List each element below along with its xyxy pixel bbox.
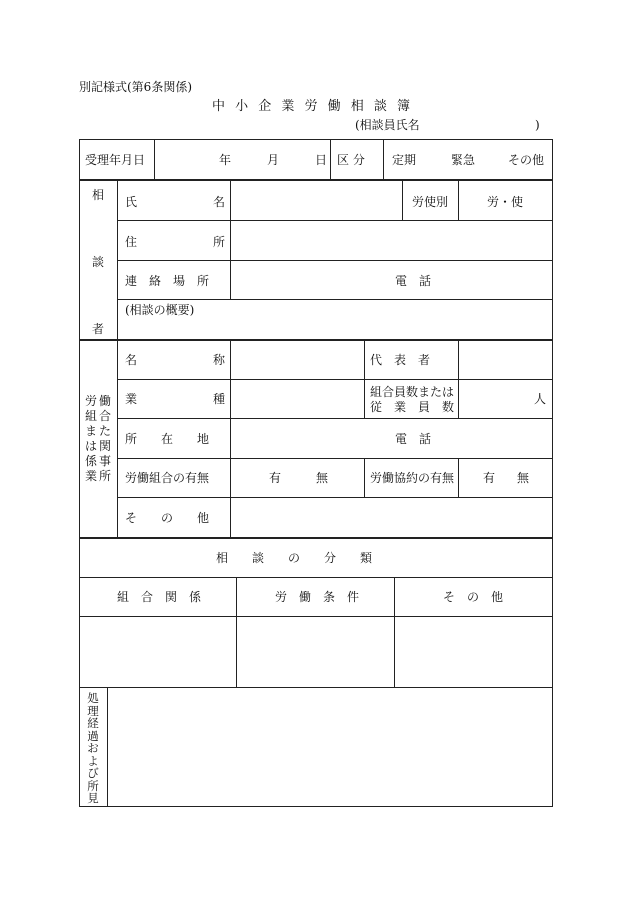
org-side-char: 合	[98, 409, 111, 423]
representative-input[interactable]	[459, 342, 552, 379]
receipt-day: 日	[315, 153, 328, 167]
receipt-date-input[interactable]	[155, 140, 330, 179]
labor-side-label: 労使別	[412, 195, 449, 209]
union-yes: 有	[269, 471, 282, 485]
consultant-side-char-1: 相	[92, 188, 105, 202]
consultant-side-char-3: 者	[92, 322, 105, 336]
org-side-char: 組	[84, 409, 97, 423]
labor-side-value: 労・使	[487, 195, 524, 209]
form-reference: 別記様式(第6条関係)	[79, 80, 192, 94]
org-side-char: 係	[84, 454, 97, 468]
org-side-label	[84, 394, 114, 484]
consultant-phone-label: 電 話	[395, 274, 432, 288]
members-unit: 人	[534, 392, 547, 406]
classification-other: そ の 他	[443, 590, 504, 604]
classification-conditions: 労 働 条 件	[275, 590, 360, 604]
consultant-name-label-b: 名	[213, 195, 226, 209]
receipt-month: 月	[267, 153, 280, 167]
classification-other-input[interactable]	[395, 617, 552, 687]
org-phone-label: 電 話	[395, 432, 432, 446]
org-side-char: た	[98, 424, 111, 438]
representative-label: 代 表 者	[370, 353, 431, 367]
industry-label-b: 種	[213, 392, 226, 406]
receipt-date-label: 受理年月日	[85, 153, 146, 167]
page-title: 中 小 企 業 労 働 相 談 簿	[212, 99, 414, 114]
union-existence-label: 労働組合の有無	[125, 471, 210, 485]
consultant-address-label-a: 住	[125, 235, 138, 249]
agreement-existence-label: 労働協約の有無	[370, 471, 455, 485]
consultant-name-label-a: 氏	[125, 195, 138, 209]
category-periodic: 定期	[392, 153, 417, 167]
category-label: 区 分	[337, 153, 365, 167]
org-side-char: 関	[98, 439, 111, 453]
org-side-char: は	[84, 439, 97, 453]
org-name-input[interactable]	[231, 342, 364, 379]
consultant-side-char-2: 談	[92, 255, 105, 269]
classification-union-input[interactable]	[80, 617, 236, 687]
counselor-name-close: )	[535, 118, 540, 132]
receipt-year: 年	[219, 153, 232, 167]
members-label-line1: 組合員数または	[370, 385, 455, 399]
org-side-char: 働	[98, 394, 111, 408]
org-other-label: そ の 他	[125, 511, 210, 525]
consultant-name-input[interactable]	[231, 182, 402, 220]
org-side-char: 労	[84, 394, 97, 408]
org-name-label-a: 名	[125, 353, 138, 367]
union-no: 無	[316, 471, 329, 485]
agreement-yes: 有	[483, 471, 496, 485]
processing-label: 処理経過および所見	[87, 691, 99, 805]
org-other-input[interactable]	[231, 498, 552, 537]
processing-input[interactable]	[108, 688, 552, 806]
org-side-char: ま	[84, 424, 97, 438]
agreement-no: 無	[517, 471, 530, 485]
consultant-address-input[interactable]	[231, 221, 552, 260]
org-side-char: 業	[84, 469, 97, 483]
consultant-contact-label: 連 絡 場 所	[125, 274, 210, 288]
classification-conditions-input[interactable]	[237, 617, 394, 687]
consultant-address-label-b: 所	[213, 235, 226, 249]
consultant-summary-input[interactable]	[118, 318, 552, 339]
org-side-char: 所	[98, 469, 111, 483]
consultation-summary-label: (相談の概要)	[125, 303, 195, 317]
category-urgent: 緊急	[451, 153, 476, 167]
industry-input[interactable]	[231, 380, 364, 418]
counselor-name-label: (相談員氏名	[355, 118, 420, 132]
members-label-line2: 従 業 員 数	[370, 400, 455, 414]
classification-title: 相 談 の 分 類	[216, 551, 373, 565]
org-location-label: 所 在 地	[125, 432, 210, 446]
classification-union: 組 合 関 係	[117, 590, 202, 604]
industry-label-a: 業	[125, 392, 138, 406]
category-other: その他	[508, 153, 545, 167]
org-side-char: 事	[98, 454, 111, 468]
org-name-label-b: 称	[213, 353, 226, 367]
